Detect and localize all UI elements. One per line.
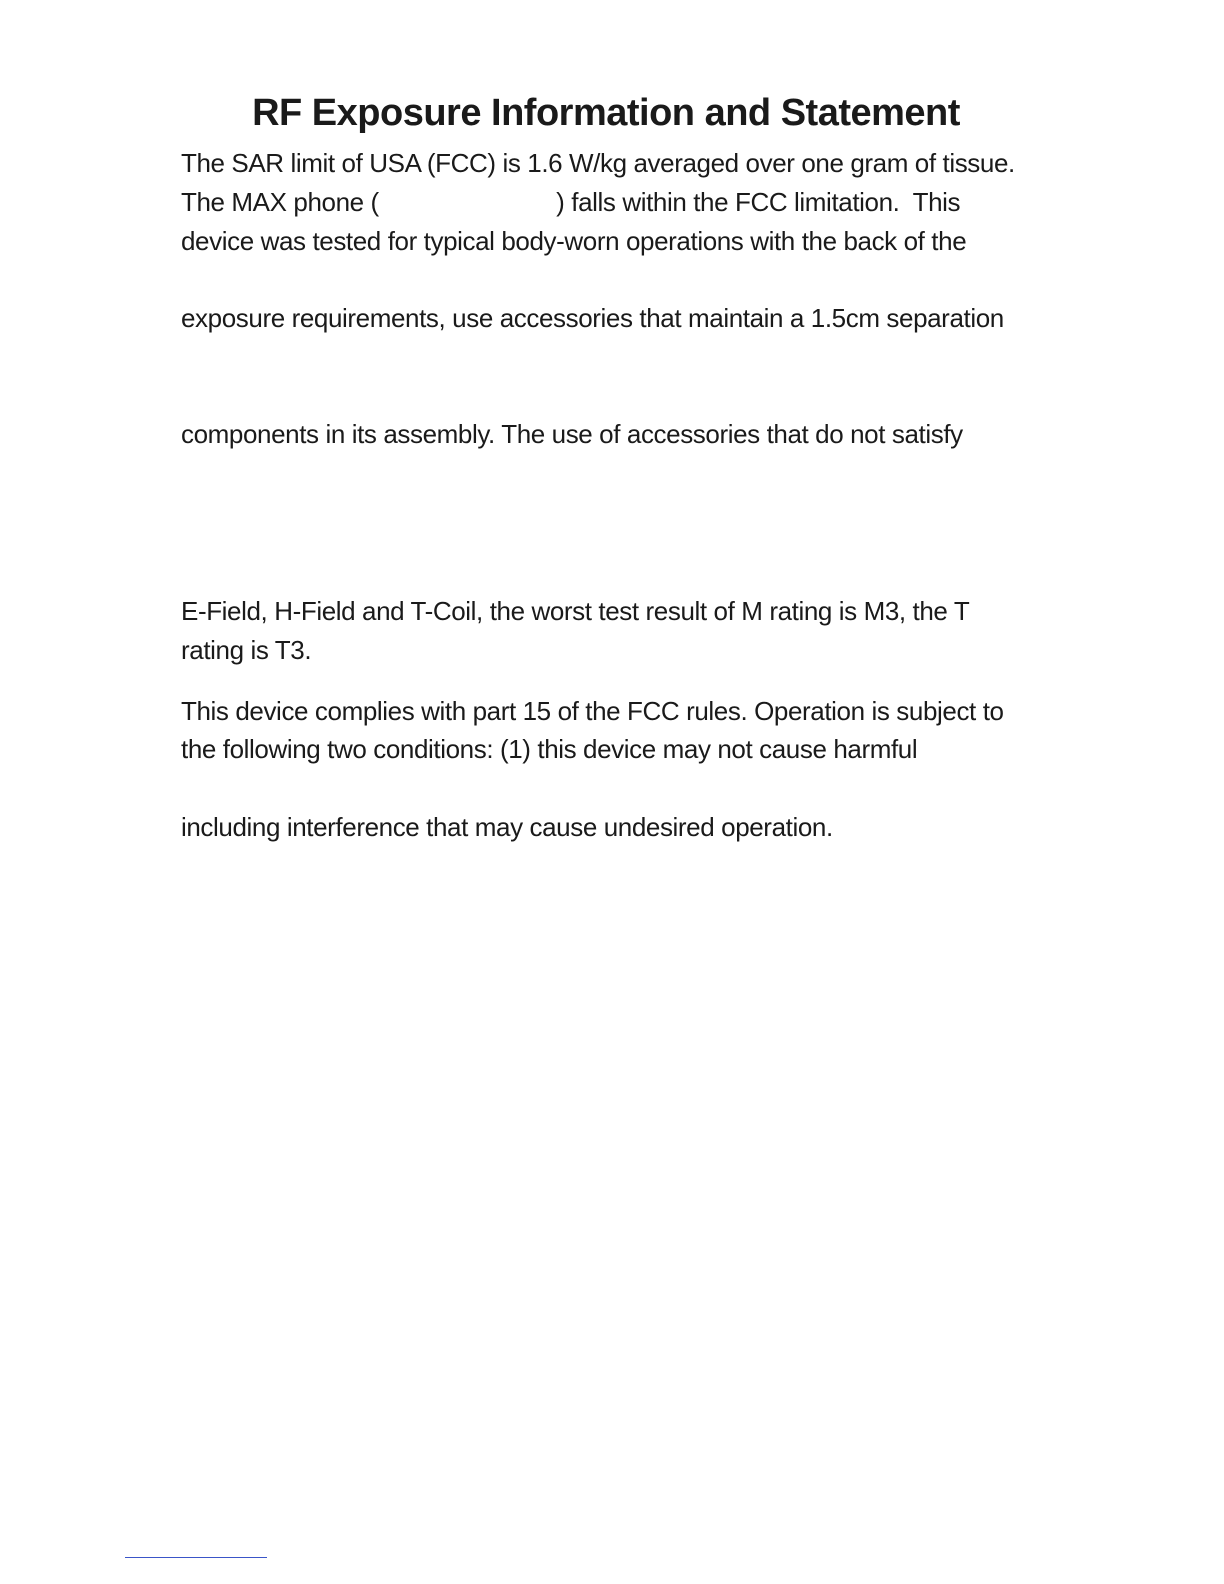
text-line: the following two conditions: (1) this device may not cause harmful <box>181 734 918 764</box>
text-line: including interference that may cause undesired operation. <box>181 812 833 842</box>
text-line: The SAR limit of USA (FCC) is 1.6 W/kg averaged over one gram of tissue. <box>181 148 1015 178</box>
text-line: The MAX phone ( ) falls within the FCC limitation. This <box>181 187 961 217</box>
text-line: This device complies with part 15 of the FCC rules. Operation is subject to <box>181 696 1004 726</box>
text-line: exposure requirements, use accessories that maintain a 1.5cm separation <box>181 303 1004 333</box>
text-line: rating is T3. <box>181 635 312 665</box>
text-line: device was tested for typical body-worn operations with the back of the <box>181 226 967 256</box>
text-line: E-Field, H-Field and T-Coil, the worst test result of M rating is M3, the T <box>181 596 970 626</box>
text-line: components in its assembly. The use of accessories that do not satisfy <box>181 419 963 449</box>
footer-rule <box>125 1557 267 1558</box>
document-title: RF Exposure Information and Statement <box>252 92 960 135</box>
